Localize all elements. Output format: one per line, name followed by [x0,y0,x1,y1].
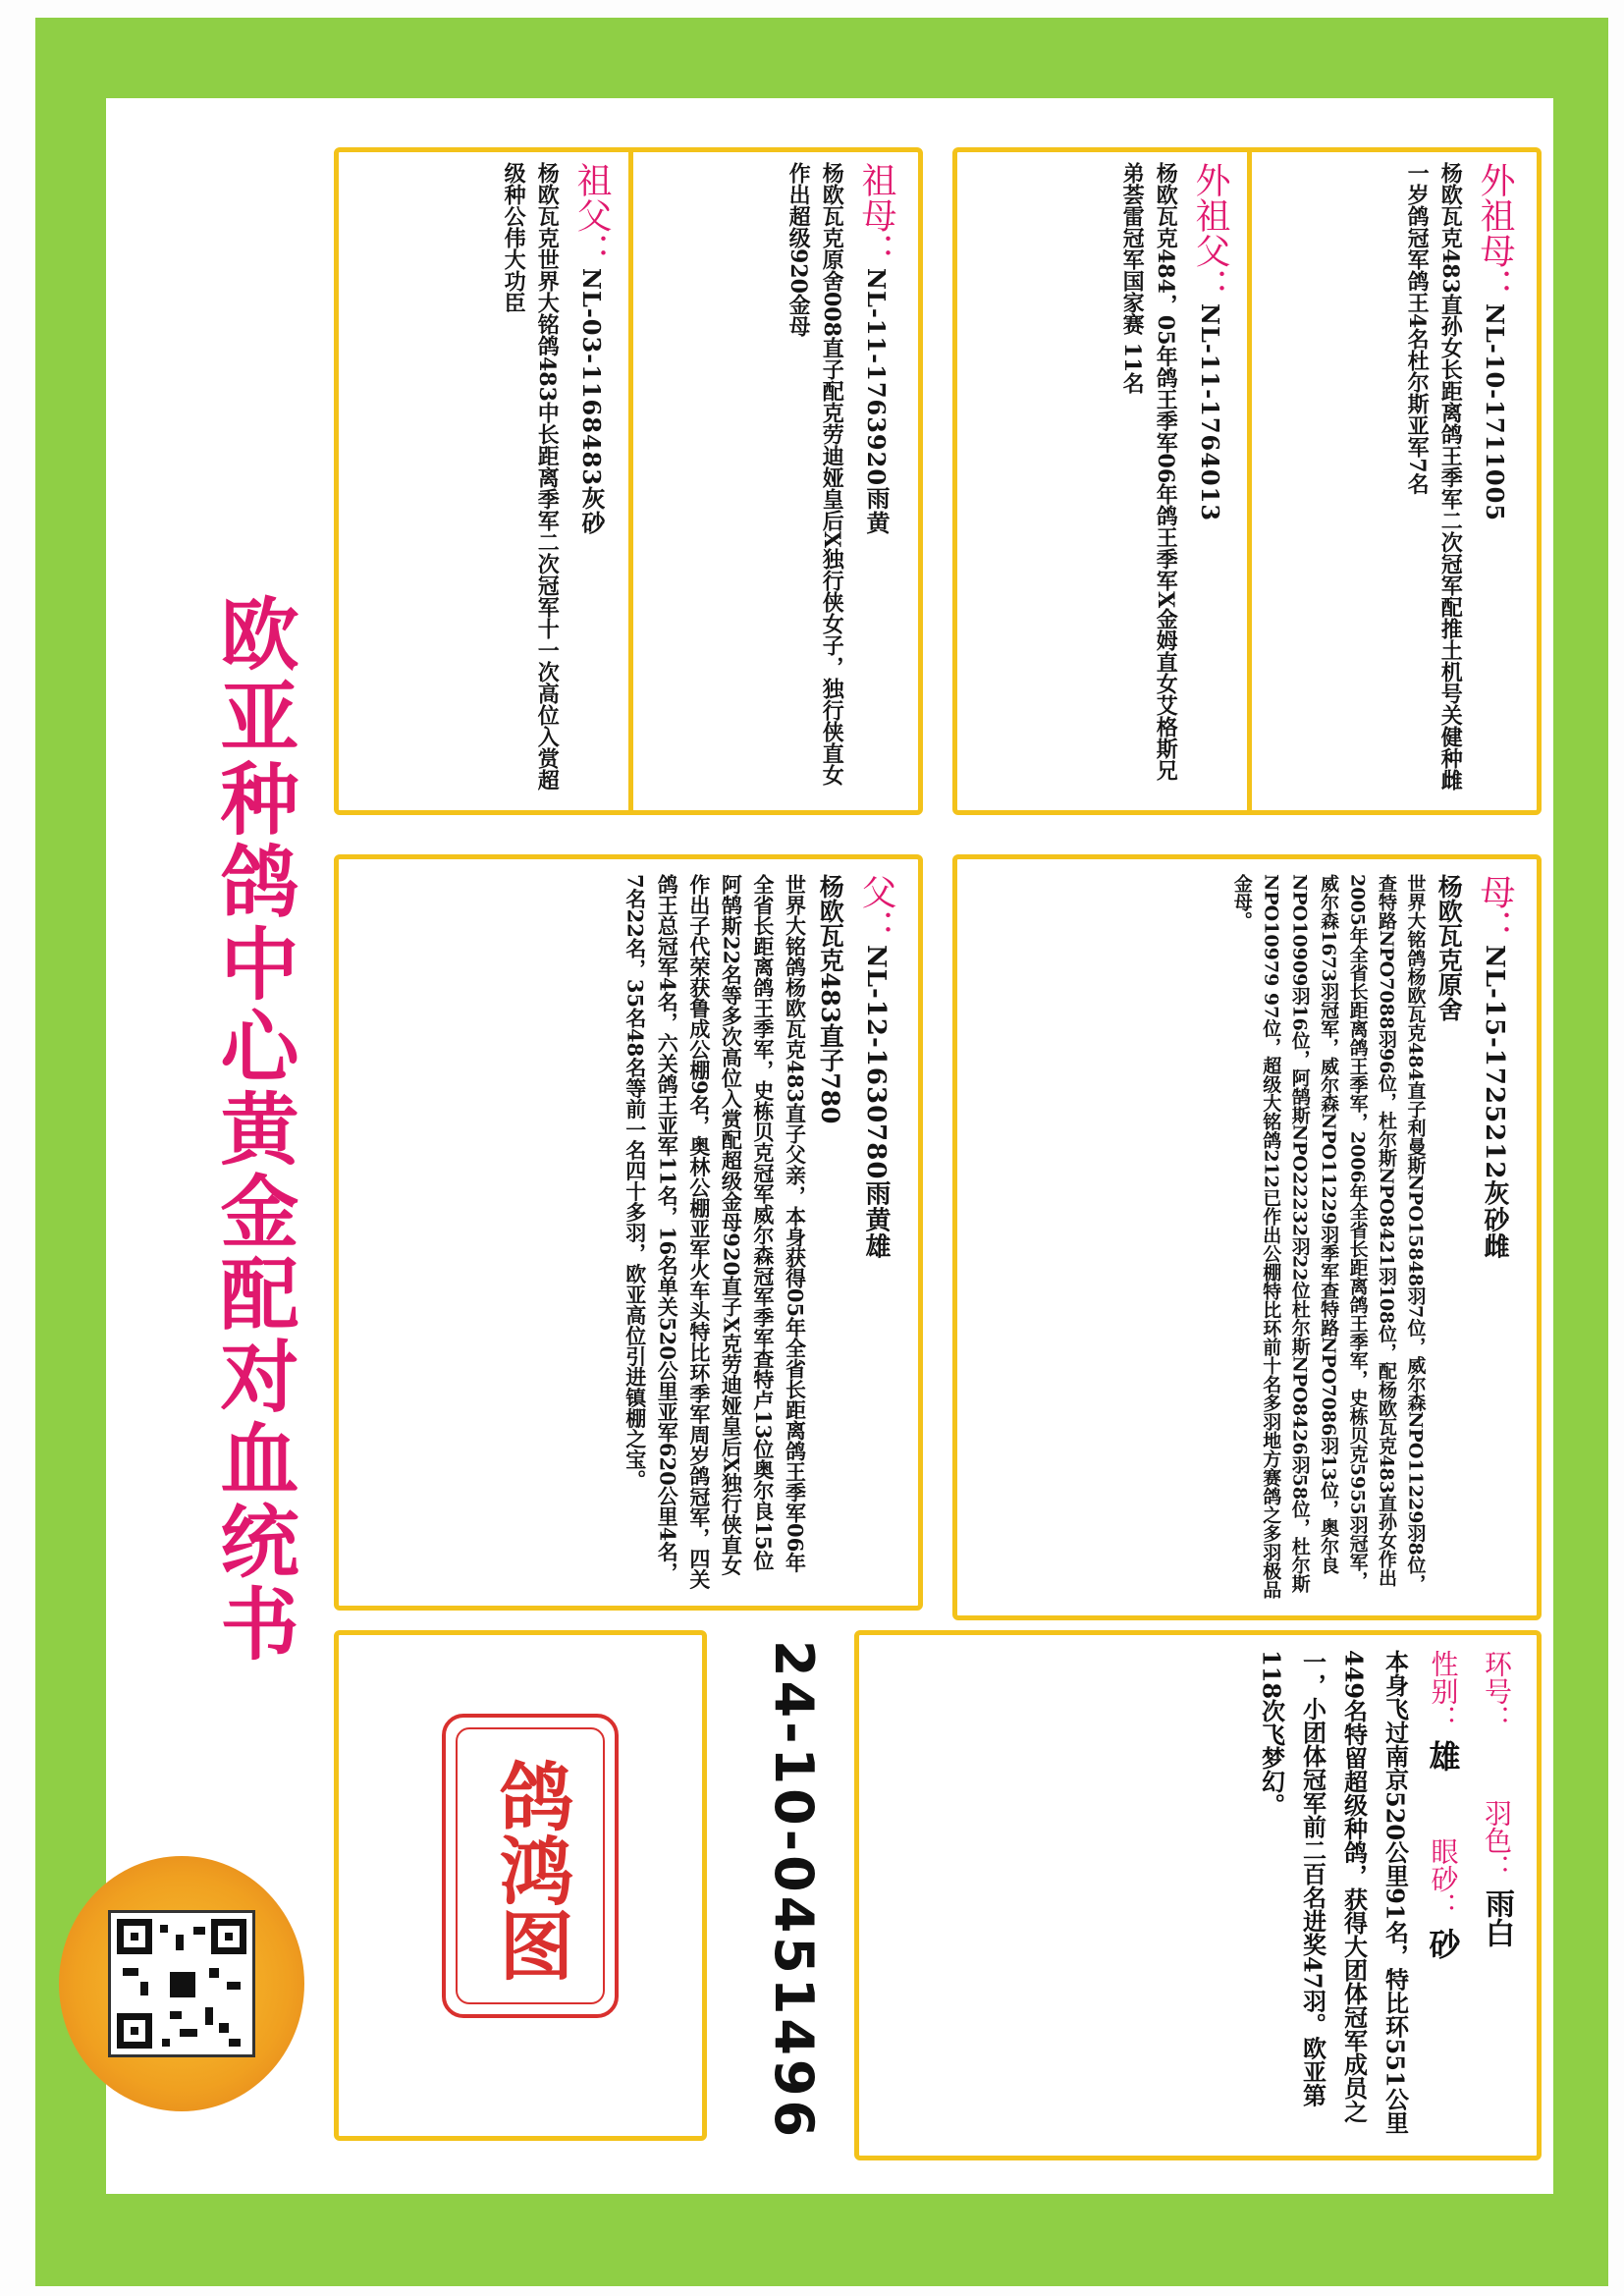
maternal-grandmother-label: 外祖母： [1475,162,1515,303]
qr-center-logo [170,1972,195,1997]
qr-finder-top-left [117,1919,152,1954]
qr-module [180,2029,197,2037]
page-title: 欧亚种鸽中心黄金配对血统书 [207,593,298,1666]
mother-ring: NL-15-1725212灰砂雌 [1480,945,1509,1260]
maternal-grandfather-block [972,162,1237,800]
ring-number: 24-10-0451496 [763,1640,825,2142]
qr-code [108,1910,255,2057]
qr-module [170,2011,182,2019]
qr-module [229,2039,241,2047]
eye-label: 眼砂： [1427,1837,1460,1921]
mother-description: 世界大铭鸽杨欧瓦克484直子利曼斯NPO15848羽7位，威尔森NPO11229羽8位，查特路NPO7088羽96位，杜尔斯NPO8421羽108位，配杨欧瓦克483直孙女作出2005年全省长距离鸽王季军，2006年全省长距离鸽王季军，史栋贝克5955羽冠军，威尔森1673羽冠军，威尔森NPO11229羽季军查特路NPO7086羽13位，奥尔良NPO10909羽16位，阿鹄斯NPO22232羽22位杜尔斯NPO8426羽58位，杜尔斯NPO10979 97位，超级大铭鸽212已作出公棚特比环前十名多羽地方赛鸽之多羽极品金母。 [1230,874,1427,1600]
maternal-grandparents-divider [1247,147,1252,815]
grandmother-label: 祖母： [856,162,896,268]
paternal-grandparents-divider [628,147,633,815]
grandfather-block [353,162,619,800]
maternal-grandmother-description: 杨欧瓦克483直孙女长距离鸽王季军二次冠军配推土机号关健种雌一岁鸽冠军鸽王4名杜尔斯亚军7名 [1404,162,1464,791]
qr-module [176,1935,184,1950]
maternal-grandfather-ring: NL-11-1764013 [1196,303,1224,522]
grandmother-description: 杨欧瓦克原舍008直子配克劳迪娅皇后X独行侠女子，独行侠直女作出超级920金母 [785,162,845,786]
feather-value: 雨白 [1480,1888,1514,1948]
grandmother-block [638,162,903,800]
qr-finder-top-right [211,1919,246,1954]
mother-block [972,874,1522,1606]
father-block [353,874,903,1591]
maternal-grandmother-block [1257,162,1522,800]
seal-text: 鸽鸿图 [487,1758,574,1982]
grandfather-description: 杨欧瓦克世界大铭鸽483中长距离季军二次冠军十一次高位入赏超级种公伟大功臣 [501,162,561,791]
maternal-grandfather-description: 杨欧瓦克484，05年鸽王季军06年鸽王季军X金姆直女艾格斯兄弟荟雷冠军国家赛 11名 [1119,162,1179,782]
info-description: 本身飞过南京520公里91名，特比环551公里449名特留超级种鸽，获得大团体冠军成员之一，小团体冠军前二百名进奖47羽。欧亚第118次飞梦幻。 [1257,1650,1410,2135]
qr-module [205,2007,213,2025]
qr-module [162,2039,170,2047]
qr-module [160,1925,168,1933]
ring-label: 环号： [1481,1650,1513,1732]
father-name: 杨欧瓦克483直子780 [816,874,845,1124]
qr-finder-bottom-left [117,2013,152,2049]
feather-label: 羽色： [1481,1798,1513,1882]
seal-stamp [442,1714,619,2018]
mother-name: 杨欧瓦克原舍 [1435,874,1464,1021]
qr-code-badge[interactable] [59,1856,304,2111]
maternal-grandmother-ring: NL-10-1711005 [1481,303,1509,522]
sex-value: 雄 [1424,1739,1462,1772]
qr-module [219,2023,229,2033]
grandmother-ring: NL-11-1763920雨黄 [862,268,891,536]
info-block [874,1650,1522,2141]
qr-module [227,1982,241,1990]
sex-label: 性别： [1427,1650,1460,1732]
father-ring: NL-12-1630780雨黄雄 [861,945,891,1260]
father-label: 父： [856,874,896,945]
grandfather-label: 祖父： [571,162,612,268]
father-description: 世界大铭鸽杨欧瓦克483直子父亲，本身获得05年全省长距离鸽王季军06年全省长距离鸽王季军，史栋贝克冠军威尔森冠军季军查特卢13位奥尔良15位阿鹄斯22名等多次高位入赏配超级金母920直子X克劳迪娅皇后X独行侠直女作出子代荣获鲁成公棚9名，奥林公棚亚军火车头特比环季军周岁鸽冠军，四关鸽王总冠军4名，六关鸽王亚军11名，16名单关520公里亚军620公里4名，7名22名，35名48名等前一名四十多羽，欧亚高位引进镇棚之宝。 [623,874,808,1590]
grandfather-ring: NL-03-1168483灰砂 [577,268,606,536]
qr-module [140,1982,148,1995]
qr-module [209,1968,219,1978]
maternal-grandfather-label: 外祖父： [1190,162,1230,303]
qr-module [193,1927,205,1935]
qr-module [123,1968,138,1976]
eye-value: 砂 [1424,1927,1462,1959]
mother-label: 母： [1475,874,1515,945]
